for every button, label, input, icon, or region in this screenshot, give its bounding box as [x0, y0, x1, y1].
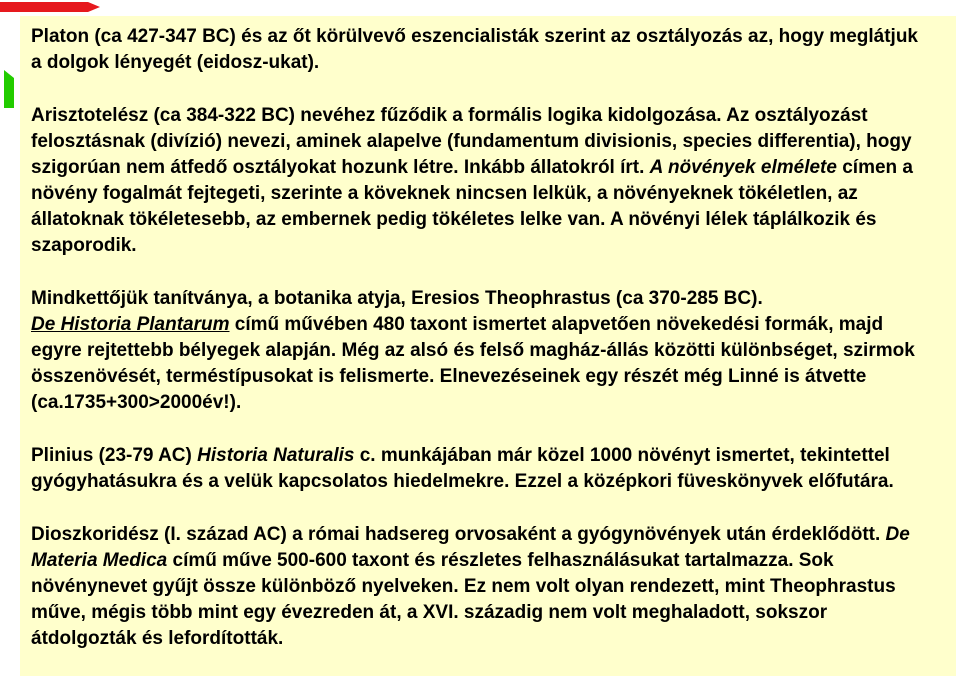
plinius-work-title: Historia Naturalis [197, 445, 355, 466]
plinius-text-2: c. munkájában már közel 1000 növényt ismertet, tekintettel gyógyhatásukra és a velük kapcsolatos hiedelmekre. Ezzel a középkori füveskönyvek előfutára. [31, 445, 894, 492]
paragraph-platon [31, 24, 931, 76]
red-arrow-decoration [0, 0, 100, 14]
plinius-text-1: Plinius (23-79 AC) [31, 445, 198, 466]
theophrastus-text-1: Mindkettőjük tanítványa, a botanika atyja, Eresios Theophrastus (ca 370-285 BC). [31, 288, 763, 309]
aristotle-work-title: A növények elmélete [649, 157, 837, 178]
aristotle-text-2: címen a növény fogalmát fejtegeti, szerinte a köveknek nincsen lelkük, a növényeknek tökéletlen, az állatoknak tökéletesebb, az embernek pedig tökéletes lelke van. A növényi lélek táplálkozik és szaporodik. [31, 157, 913, 256]
theophrastus-work-title: De Historia Plantarum [31, 314, 230, 335]
theophrastus-text-2: című művében 480 taxont ismertet alapvetően növekedési formák, majd egyre rejtettebb bélyegek alapján. Még az alsó és felső magház-állás közötti különbséget, szirmok összenövését, terméstípusokat is felismerte. Elnevezéseinek egy részét még Linné is átvette (ca.1735+300>2000év!). [31, 314, 915, 413]
slide-text [31, 24, 931, 652]
paragraph-aristotle [31, 103, 931, 259]
aristotle-text-1: Arisztotelész (ca 384-322 BC) nevéhez fűződik a formális logika kidolgozása. Az osztályozást felosztásnak (divízió) nevezi, aminek alapelve (fundamentum divisionis, species differentia), hogy szigorúan nem átfedő osztályokat hozunk létre. Inkább állatokról írt. [31, 105, 912, 178]
green-arrow-decoration [0, 68, 16, 108]
dioscorides-work-title: De Materia Medica [31, 524, 910, 571]
paragraph-theophrastus [31, 286, 931, 416]
dioscorides-text-2: című műve 500-600 taxont és részletes felhasználásukat tartalmazza. Sok növénynevet gyűjt össze különböző nyelveken. Ez nem volt olyan rendezett, mint Theophrastus műve, mégis több mint egy évezreden át, a XVI. századig nem volt meghaladott, sokszor átdolgozták és lefordították. [31, 550, 896, 649]
dioscorides-text-1: Dioszkoridész (I. század AC) a római hadsereg orvosaként a gyógynövények után érdeklődött. [31, 524, 886, 545]
paragraph-plinius [31, 443, 931, 495]
platon-text: Platon (ca 427-347 BC) és az őt körülvevő eszencialisták szerint az osztályozás az, hogy meglátjuk a dolgok lényegét (eidosz-ukat). [31, 26, 918, 73]
paragraph-dioscorides [31, 522, 931, 652]
